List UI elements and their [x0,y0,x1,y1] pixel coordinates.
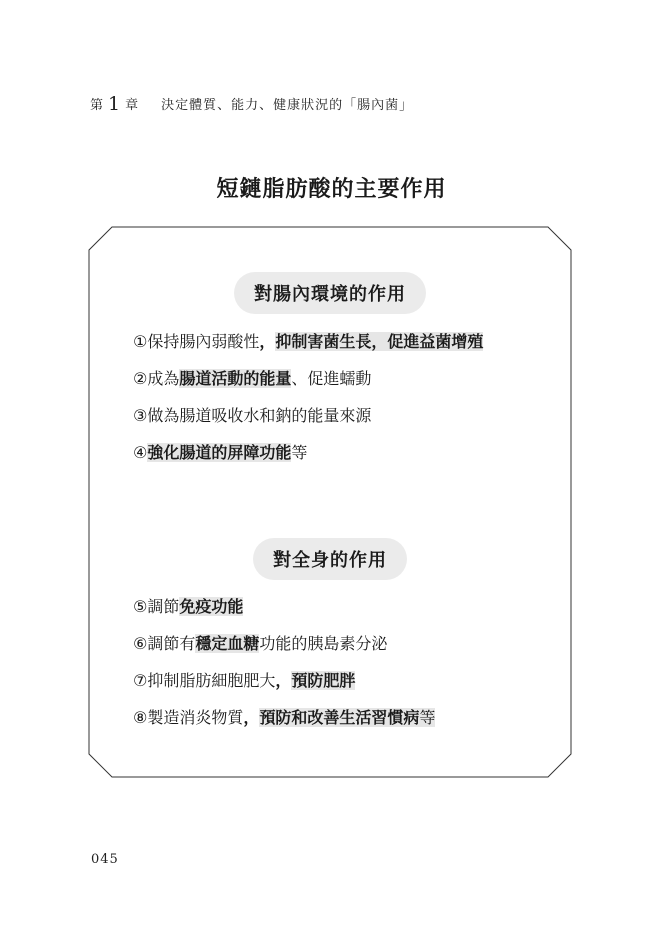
list-item [133,705,435,742]
item-text: ⑤調節 [133,597,180,616]
list-intestinal-effects [133,329,483,477]
item-text: 、促進蠕動 [291,369,372,388]
item-text: ⑦抑制脂肪細胞肥大 [133,671,276,690]
list-item [133,440,483,477]
chapter-prefix: 第 [90,98,105,113]
list-item [133,668,435,705]
item-text: ①保持腸內弱酸性 [133,332,260,351]
list-item [133,403,483,440]
item-text: ⑥調節有 [133,634,196,653]
list-item [133,631,435,668]
content-frame [88,226,572,778]
section-heading-whole-body: 對全身的作用 [253,538,407,580]
highlighted-text: 腸道活動的能量 [179,369,292,388]
section-heading-intestinal: 對腸內環境的作用 [234,272,426,314]
page-number: 045 [91,852,119,867]
running-header [90,92,413,114]
highlighted-text: 抑制害菌生長，促進益菌增殖 [275,332,484,351]
page-title: 短鏈脂肪酸的主要作用 [216,177,447,202]
list-item [133,329,483,366]
highlighted-text: 強化腸道的屏障功能 [147,443,292,462]
list-item [133,366,483,403]
item-text: ， [243,708,260,727]
item-text: ， [275,671,292,690]
item-text: ④ [133,443,148,462]
item-text: ， [259,332,276,351]
highlighted-text: 穩定血糖 [195,634,260,653]
chapter-title: 決定體質、能力、健康狀況的「腸內菌」 [161,98,414,113]
item-text: ③做為腸道吸收水和鈉的能量來源 [133,406,372,425]
chapter-number: 1 [108,93,122,115]
highlighted-text: 預防和改善生活習慣病 [259,708,420,727]
item-text: 等 [291,443,308,462]
chapter-suffix: 章 [125,98,140,113]
list-whole-body-effects [133,594,435,742]
highlighted-text: 等 [419,708,436,727]
highlighted-text: 預防肥胖 [291,671,356,690]
item-text: 功能的胰島素分泌 [259,634,388,653]
item-text: ⑧製造消炎物質 [133,708,244,727]
list-item [133,594,435,631]
item-text: ②成為 [133,369,180,388]
highlighted-text: 免疫功能 [179,597,244,616]
